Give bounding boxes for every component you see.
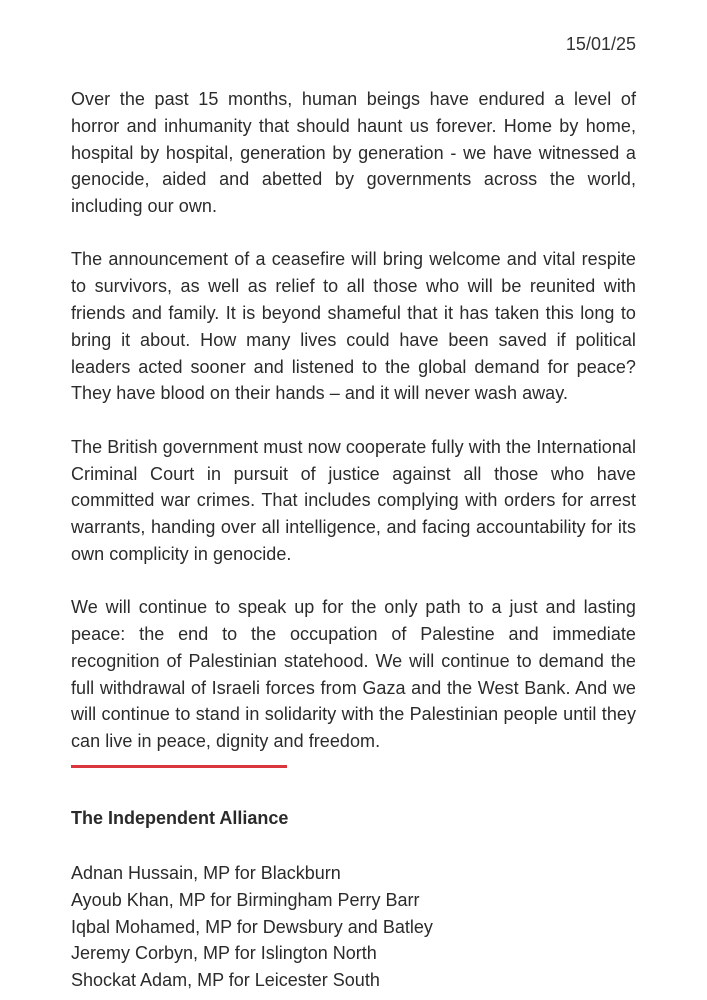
- red-divider-line: [71, 765, 287, 768]
- signoff-heading: The Independent Alliance: [71, 808, 289, 828]
- letter-date: 15/01/25: [565, 34, 636, 54]
- signatory-item: Jeremy Corbyn, MP for Islington North: [71, 943, 377, 964]
- signatory-list: [71, 860, 433, 994]
- paragraph-2: The announcement of a ceasefire will bring welcome and vital respite to survivors, as well as relief to all those who will be reunited with friends and family. It is beyond shameful that it has taken this long to bring it about. How many lives could have been saved if political leaders acted sooner and listened to the global demand for peace? They have blood on their hands – and it will never wash away.: [71, 249, 636, 404]
- signatory-item: Iqbal Mohamed, MP for Dewsbury and Batley: [71, 916, 433, 937]
- letter-body: [71, 86, 636, 782]
- paragraph-1: Over the past 15 months, human beings have endured a level of horror and inhumanity that should haunt us forever. Home by home, hospital by hospital, generation by generation - we have witnessed a genocide, aided and abetted by governments across the world, including our own.: [71, 89, 636, 217]
- paragraph-3: The British government must now cooperate fully with the International Criminal Court in pursuit of justice against all those who have committed war crimes. That includes complying with orders for arrest warrants, handing over all intelligence, and facing accountability for its own complicity in genocide.: [71, 436, 636, 564]
- paragraph-4: We will continue to speak up for the only path to a just and lasting peace: the end to the occupation of Palestine and immediate recognition of Palestinian statehood. We will continue to demand the full withdrawal of Israeli forces from Gaza and the West Bank. And we will continue to stand in solidarity with the Palestinian people until they can live in peace, dignity and freedom.: [71, 597, 636, 752]
- signatory-item: Adnan Hussain, MP for Blackburn: [71, 863, 341, 883]
- signatory-item: Shockat Adam, MP for Leicester South: [71, 970, 380, 991]
- signatory-item: Ayoub Khan, MP for Birmingham Perry Barr: [71, 889, 420, 910]
